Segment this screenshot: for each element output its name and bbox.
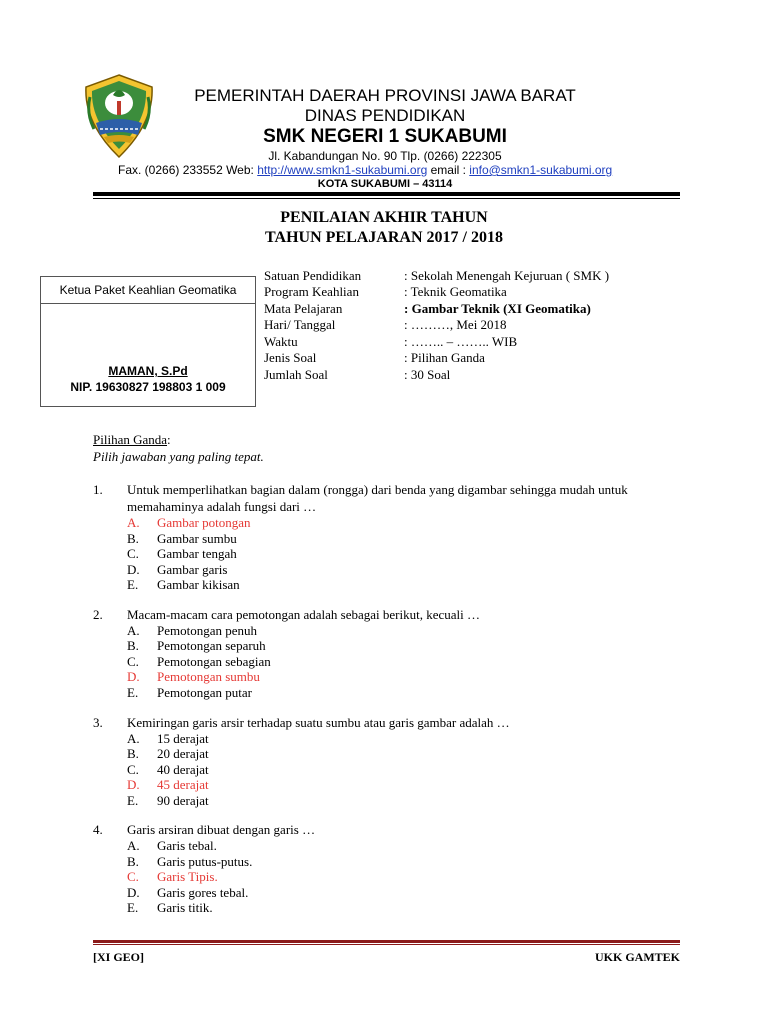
- province-emblem-logo: [82, 73, 156, 159]
- info-key: Mata Pelajaran: [264, 301, 343, 316]
- section-colon: :: [167, 432, 171, 447]
- option-text: 40 derajat: [157, 762, 209, 777]
- section-instruction: Pilih jawaban yang paling tepat.: [93, 449, 264, 464]
- option-text: Gambar garis: [157, 562, 228, 577]
- info-key: Jumlah Soal: [264, 367, 328, 382]
- option-text: 15 derajat: [157, 731, 209, 746]
- question-number: 2.: [93, 607, 103, 622]
- email-link[interactable]: info@smkn1-sukabumi.org: [469, 163, 613, 177]
- header-contact: [118, 163, 678, 177]
- email-label: email :: [427, 163, 470, 177]
- header-school-name: SMK NEGERI 1 SUKABUMI: [263, 126, 507, 147]
- signbox: [40, 303, 256, 407]
- option-text: Pemotongan putar: [157, 685, 252, 700]
- header-government: PEMERINTAH DAERAH PROVINSI JAWA BARAT: [194, 86, 576, 105]
- option-text: 45 derajat: [157, 777, 209, 792]
- website-link[interactable]: http://www.smkn1-sukabumi.org: [257, 163, 428, 177]
- option-letter: B.: [127, 854, 139, 869]
- question-number: 1.: [93, 482, 103, 497]
- info-key: Program Keahlian: [264, 284, 359, 299]
- option-letter: E.: [127, 900, 139, 915]
- header-city: KOTA SUKABUMI – 43114: [317, 178, 453, 190]
- option-letter: A.: [127, 731, 140, 746]
- exam-title: PENILAIAN AKHIR TAHUN: [280, 209, 488, 226]
- signbox-name: MAMAN, S.Pd: [108, 364, 188, 378]
- option-letter: B.: [127, 746, 139, 761]
- question-text: Garis arsiran dibuat dengan garis …: [127, 822, 316, 837]
- option-letter: C.: [127, 869, 139, 884]
- option-text: Pemotongan separuh: [157, 638, 266, 653]
- header-department: DINAS PENDIDIKAN: [304, 106, 466, 125]
- question-number: 3.: [93, 715, 103, 730]
- footer-rule-thick: [93, 940, 680, 943]
- option-text: Pemotongan penuh: [157, 623, 258, 638]
- info-value: : Gambar Teknik (XI Geomatika): [404, 301, 591, 316]
- info-key: Jenis Soal: [264, 350, 317, 365]
- option-letter: B.: [127, 638, 139, 653]
- info-value: : Pilihan Ganda: [404, 350, 485, 365]
- option-letter: C.: [127, 654, 139, 669]
- option-text: Pemotongan sebagian: [157, 654, 271, 669]
- footer-right: UKK GAMTEK: [594, 950, 680, 964]
- question-text: Macam-macam cara pemotongan adalah sebagai berikut, kecuali …: [127, 607, 481, 622]
- info-value: : ………, Mei 2018: [404, 317, 507, 332]
- option-letter: D.: [127, 669, 140, 684]
- info-key: Satuan Pendidikan: [264, 268, 362, 283]
- question-text: memahaminya adalah fungsi dari …: [127, 499, 317, 514]
- fax-label: Fax. (0266) 233552 Web:: [118, 163, 258, 177]
- option-letter: C.: [127, 546, 139, 561]
- option-text: Gambar kikisan: [157, 577, 240, 592]
- option-letter: A.: [127, 515, 140, 530]
- info-value: : Sekolah Menengah Kejuruan ( SMK ): [404, 268, 610, 283]
- option-letter: E.: [127, 685, 139, 700]
- question-number: 4.: [93, 822, 103, 837]
- option-text: Garis gores tebal.: [157, 885, 249, 900]
- header-rule-thick: [93, 192, 680, 196]
- info-key: Waktu: [264, 334, 298, 349]
- option-text: Pemotongan sumbu: [157, 669, 260, 684]
- footer-left: [XI GEO]: [93, 950, 144, 964]
- info-value: : 30 Soal: [404, 367, 451, 382]
- info-value: : …….. – …….. WIB: [404, 334, 518, 349]
- option-letter: E.: [127, 577, 139, 592]
- option-text: Gambar potongan: [157, 515, 251, 530]
- section-heading: [93, 432, 171, 448]
- option-text: Garis Tipis.: [157, 869, 218, 884]
- option-letter: D.: [127, 777, 140, 792]
- option-letter: D.: [127, 562, 140, 577]
- signbox-heading: Ketua Paket Keahlian Geomatika: [40, 276, 256, 304]
- signbox-nip: NIP. 19630827 198803 1 009: [70, 380, 226, 394]
- option-text: Garis titik.: [157, 900, 213, 915]
- option-letter: A.: [127, 838, 140, 853]
- header-rule-thin: [93, 198, 680, 199]
- option-letter: B.: [127, 531, 139, 546]
- option-text: 20 derajat: [157, 746, 209, 761]
- question-text: Untuk memperlihatkan bagian dalam (rongga) dari benda yang digambar sehingga mudah untuk: [127, 482, 628, 497]
- option-text: Garis putus-putus.: [157, 854, 253, 869]
- option-text: 90 derajat: [157, 793, 209, 808]
- info-value: : Teknik Geomatika: [404, 284, 507, 299]
- question-text: Kemiringan garis arsir terhadap suatu sumbu atau garis gambar adalah …: [127, 715, 510, 730]
- exam-year: TAHUN PELAJARAN 2017 / 2018: [265, 229, 503, 246]
- option-letter: E.: [127, 793, 139, 808]
- option-text: Gambar tengah: [157, 546, 237, 561]
- option-letter: A.: [127, 623, 140, 638]
- option-letter: D.: [127, 885, 140, 900]
- header-address: Jl. Kabandungan No. 90 Tlp. (0266) 222305: [268, 149, 502, 163]
- option-letter: C.: [127, 762, 139, 777]
- option-text: Gambar sumbu: [157, 531, 237, 546]
- option-text: Garis tebal.: [157, 838, 217, 853]
- section-title: Pilihan Ganda: [93, 432, 168, 447]
- info-key: Hari/ Tanggal: [264, 317, 336, 332]
- footer-rule-thin: [93, 944, 680, 945]
